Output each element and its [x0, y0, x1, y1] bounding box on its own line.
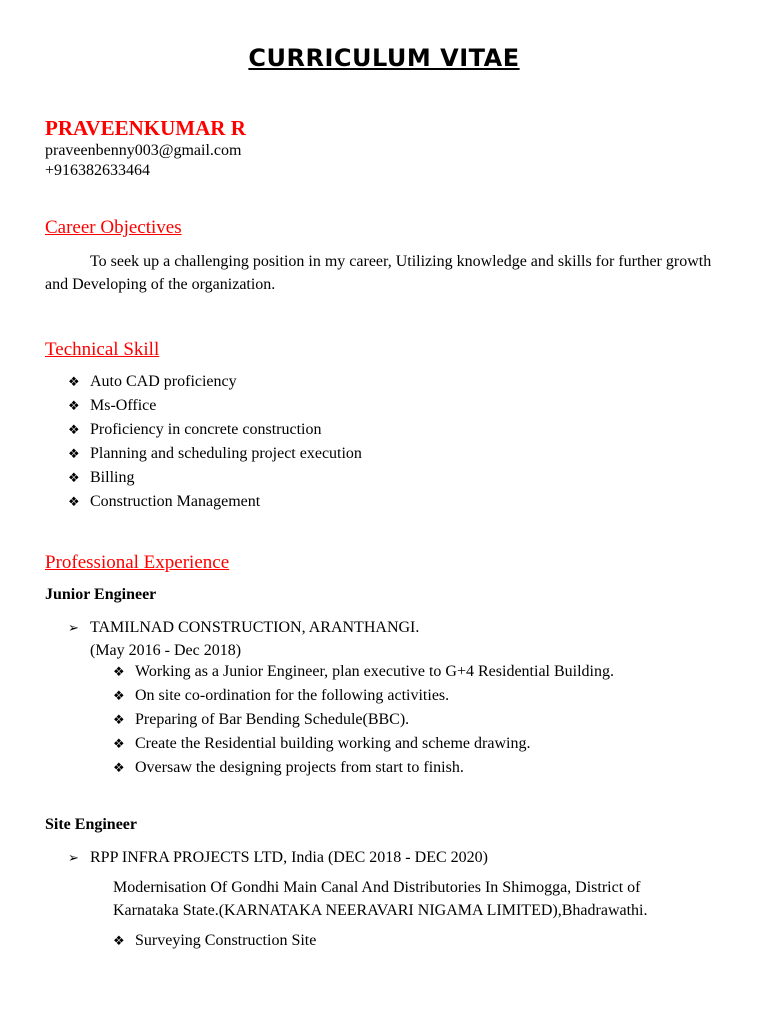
job-duties-list — [113, 929, 316, 953]
diamond-bullet-icon: ❖ — [68, 471, 80, 486]
job-description-line-1: Modernisation Of Gondhi Main Canal And Distributories In Shimogga, District of — [113, 879, 641, 896]
technical-skill-heading: Technical Skill — [45, 339, 160, 360]
diamond-bullet-icon: ❖ — [68, 495, 80, 510]
list-item: ❖ Planning and scheduling project execution — [68, 442, 362, 466]
technical-skill-list — [68, 370, 362, 514]
diamond-bullet-icon: ❖ — [113, 934, 125, 949]
job-role-site-engineer: Site Engineer — [45, 816, 137, 833]
email: praveenbenny003@gmail.com — [45, 142, 242, 159]
list-item: ❖ Create the Residential building working and scheme drawing. — [113, 732, 614, 756]
page-title: CURRICULUM VITAE — [248, 44, 520, 72]
list-item: ❖ Construction Management — [68, 490, 362, 514]
job-company: ➢ RPP INFRA PROJECTS LTD, India (DEC 2018 - DEC 2020) — [68, 846, 488, 870]
career-objectives-heading: Career Objectives — [45, 217, 182, 238]
diamond-bullet-icon: ❖ — [68, 447, 80, 462]
job-description-line-2: Karnataka State.(KARNATAKA NEERAVARI NIGAMA LIMITED),Bhadrawathi. — [113, 902, 648, 919]
diamond-bullet-icon: ❖ — [68, 375, 80, 390]
list-item: ❖ Surveying Construction Site — [113, 929, 316, 953]
diamond-bullet-icon: ❖ — [113, 689, 125, 704]
diamond-bullet-icon: ❖ — [68, 423, 80, 438]
phone: +916382633464 — [45, 162, 151, 179]
diamond-bullet-icon: ❖ — [68, 399, 80, 414]
list-item: ❖ Ms-Office — [68, 394, 362, 418]
list-item: ❖ Proficiency in concrete construction — [68, 418, 362, 442]
job-role-junior-engineer: Junior Engineer — [45, 586, 157, 603]
career-objectives-text: To seek up a challenging position in my career, Utilizing knowledge and skills for further growth and Developing of the organization. — [45, 253, 712, 293]
diamond-bullet-icon: ❖ — [113, 665, 125, 680]
list-item: ❖ Oversaw the designing projects from start to finish. — [113, 756, 614, 780]
list-item: ❖ Working as a Junior Engineer, plan executive to G+4 Residential Building. — [113, 660, 614, 684]
candidate-name: PRAVEENKUMAR R — [45, 116, 246, 140]
diamond-bullet-icon: ❖ — [113, 737, 125, 752]
diamond-bullet-icon: ❖ — [113, 761, 125, 776]
list-item: ❖ Auto CAD proficiency — [68, 370, 362, 394]
arrow-bullet-icon: ➢ — [68, 621, 79, 636]
diamond-bullet-icon: ❖ — [113, 713, 125, 728]
job-duties-list — [113, 660, 614, 780]
list-item: ❖ Preparing of Bar Bending Schedule(BBC). — [113, 708, 614, 732]
professional-experience-heading: Professional Experience — [45, 552, 230, 573]
arrow-bullet-icon: ➢ — [68, 851, 79, 866]
job-period: (May 2016 - Dec 2018) — [90, 642, 242, 659]
list-item: ❖ On site co-ordination for the following activities. — [113, 684, 614, 708]
list-item: ❖ Billing — [68, 466, 362, 490]
job-company: ➢ TAMILNAD CONSTRUCTION, ARANTHANGI. — [68, 616, 419, 640]
